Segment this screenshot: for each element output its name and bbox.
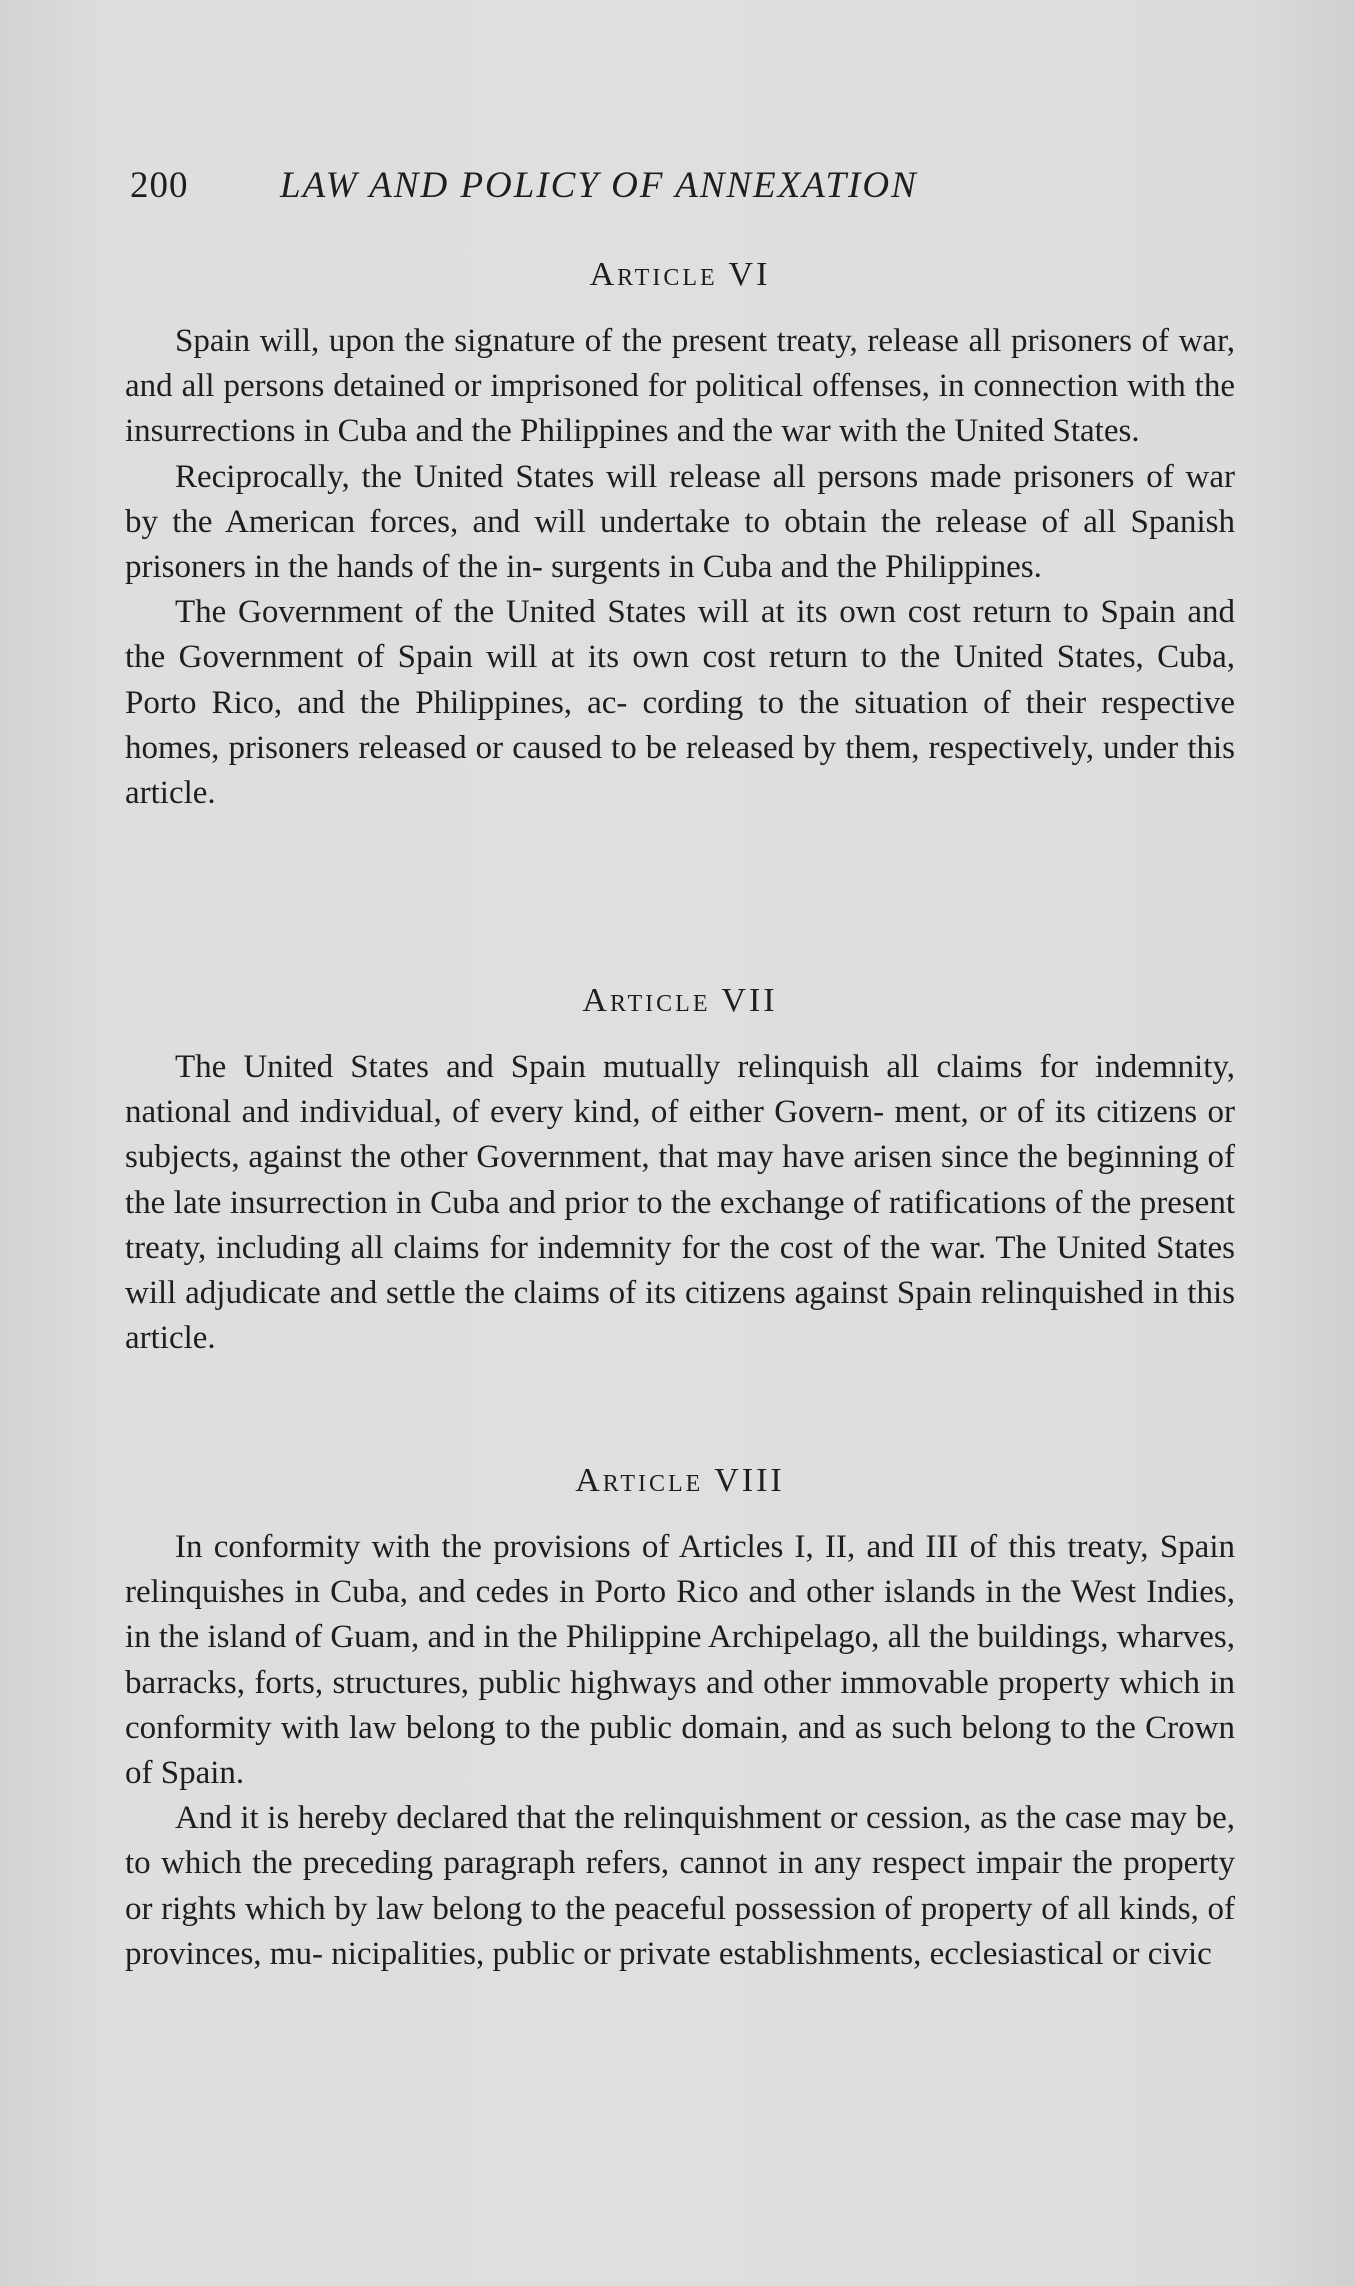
- article-heading: Article VIII: [575, 1462, 785, 1499]
- article-heading: Article VII: [582, 982, 778, 1019]
- article-heading: Article VI: [589, 256, 771, 293]
- article-vi-paragraph-1: Spain will, upon the signature of the present treaty, release all prisoners of war, and all persons detained or imprisoned for political offenses, in connection with the insurrections in Cuba and the Philippines and the war with the United States.: [125, 323, 1235, 450]
- book-title: LAW AND POLICY OF ANNEXATION: [280, 165, 918, 206]
- article-viii-paragraph-1: In conformity with the provisions of Articles I, II, and III of this treaty, Spain relinquishes in Cuba, and cedes in Porto Rico and other islands in the West Indies, in the island of Guam, and in the Philippine Archipelago, all the buildings, wharves, barracks, forts, structures, public highways and other immovable property which in conformity with law belong to the public domain, and as such belong to the Crown of Spain.: [125, 1529, 1235, 1792]
- running-head: [130, 162, 1130, 210]
- article-vii-paragraph-1: The United States and Spain mutually relinquish all claims for indemnity, national and individual, of every kind, of either Govern- ment, or of its citizens or subjects, against the other Government, that may have arisen since the beginning of the late insurrection in Cuba and prior to the exchange of ratifications of the present treaty, including all claims for indemnity for the cost of the war. The United States will adjudicate and settle the claims of its citizens against Spain relinquished in this article.: [125, 1049, 1235, 1357]
- page-number: 200: [130, 165, 189, 206]
- article-vi-paragraph-3: The Government of the United States will at its own cost return to Spain and the Government of Spain will at its own cost return to the United States, Cuba, Porto Rico, and the Philippines, ac- cording to the situation of their respective homes, prisoners released or caused to be released by them, respectively, under this article.: [125, 594, 1235, 812]
- article-vii: [125, 979, 1235, 1361]
- article-vi: [125, 253, 1235, 816]
- article-viii-paragraph-2: And it is hereby declared that the relinquishment or cession, as the case may be, to which the preceding paragraph refers, cannot in any respect impair the property or rights which by law belong to the peaceful possession of property of all kinds, of provinces, mu- nicipalities, public or private establishments, ecclesiastical or civic: [125, 1800, 1235, 1972]
- article-vi-paragraph-2: Reciprocally, the United States will release all persons made prisoners of war by the American forces, and will undertake to obtain the release of all Spanish prisoners in the hands of the in- surgents in Cuba and the Philippines.: [125, 458, 1235, 586]
- article-viii: [125, 1459, 1235, 1977]
